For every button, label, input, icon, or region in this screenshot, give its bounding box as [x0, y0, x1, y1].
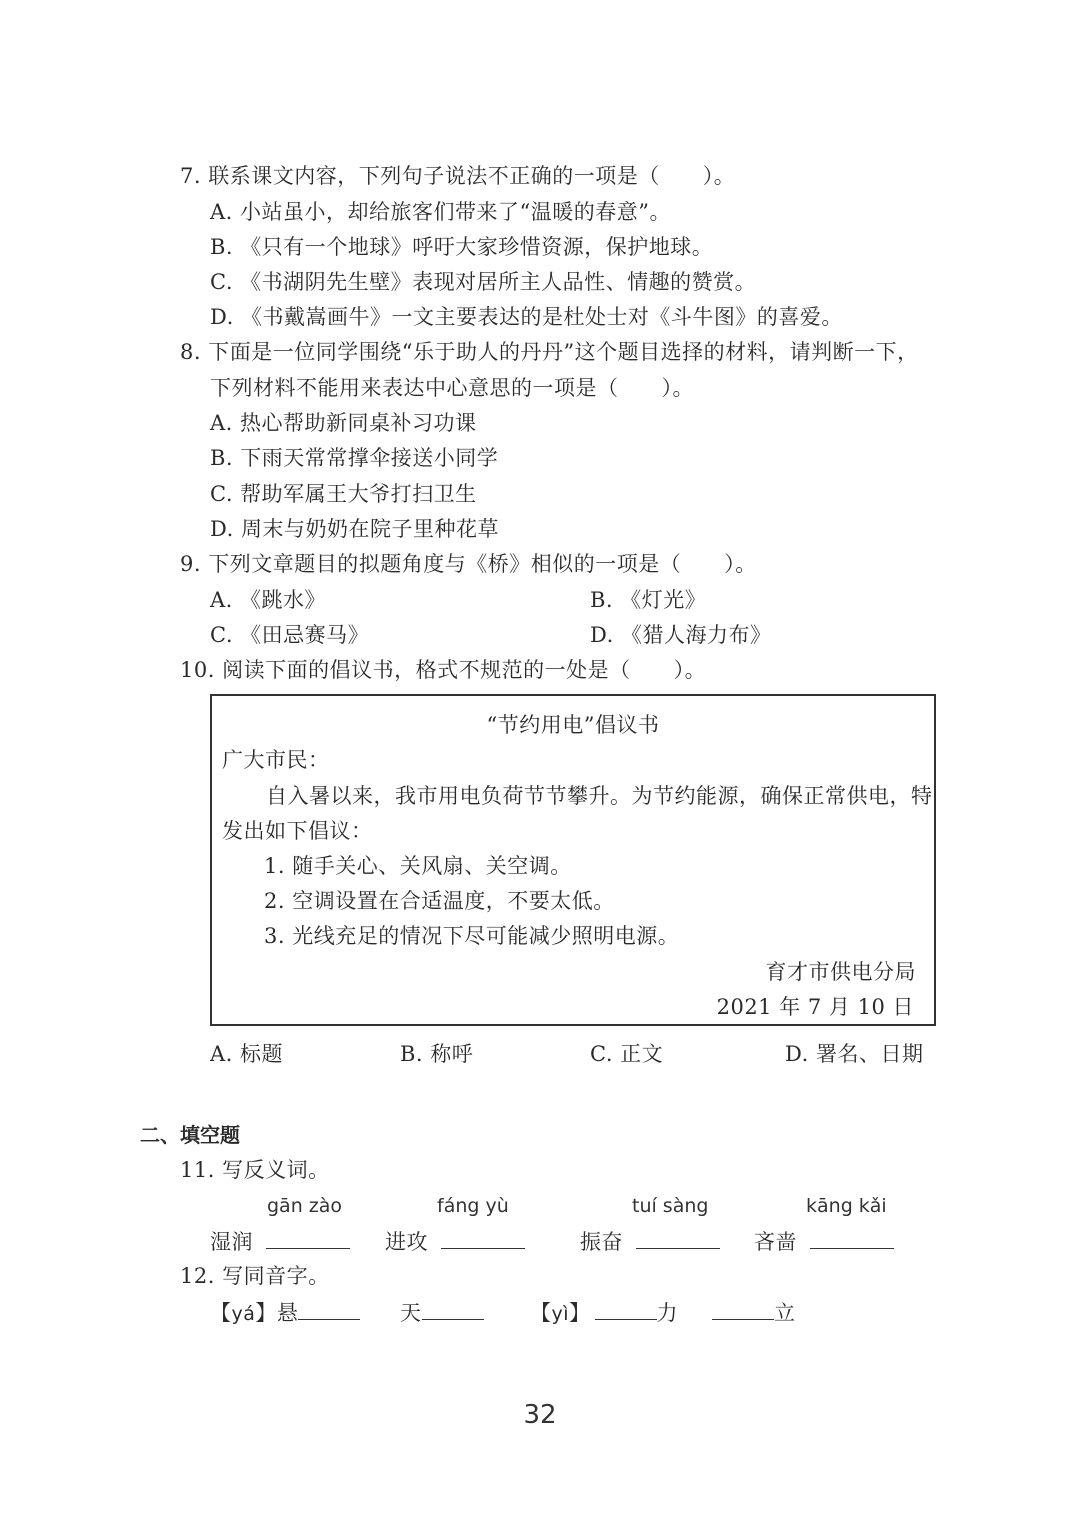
- q7-stem: 7. 联系课文内容，下列句子说法不正确的一项是（ ）。: [180, 164, 736, 188]
- letter-date: 2021 年 7 月 10 日: [716, 995, 914, 1019]
- q12-group-ya: [210, 1297, 360, 1329]
- q12-group-tian: [400, 1297, 484, 1328]
- q11-item-4: [754, 1226, 894, 1257]
- q9-option-a: A. 《跳水》: [210, 588, 327, 612]
- q10-stem: 10. 阅读下面的倡议书，格式不规范的一处是（ ）。: [180, 658, 707, 682]
- letter-signature: 育才市供电分局: [765, 960, 916, 984]
- page-number: 32: [523, 1400, 557, 1430]
- q12-char-li2: 立: [774, 1301, 796, 1325]
- q12-group-yi: [530, 1297, 678, 1329]
- q11-item-3: [580, 1226, 720, 1257]
- q11-word-3: 振奋: [580, 1230, 623, 1254]
- q11-word-4: 吝啬: [754, 1230, 797, 1254]
- letter-body-line1: 自入暑以来，我市用电负荷节节攀升。为节约能源，确保正常供电，特: [266, 784, 933, 808]
- letter-item-3: 3. 光线充足的情况下尽可能减少照明电源。: [264, 924, 680, 948]
- q8-option-b: B. 下雨天常常撑伞接送小同学: [210, 446, 499, 470]
- q10-option-a: A. 标题: [210, 1042, 284, 1066]
- q12-answer-blank-4[interactable]: [712, 1297, 774, 1320]
- letter-body-line2: 发出如下倡议：: [222, 819, 373, 843]
- q8-stem-line2: 下列材料不能用来表达中心意思的一项是（ ）。: [210, 376, 694, 400]
- q12-char-tian: 天: [400, 1301, 422, 1325]
- q10-option-b: B. 称呼: [400, 1042, 474, 1066]
- q11-item-2: [385, 1226, 525, 1257]
- q7-option-a: A. 小站虽小，却给旅客们带来了“温暖的春意”。: [210, 200, 671, 224]
- q12-bracket-close-2: 】: [569, 1301, 591, 1325]
- q12-bracket-open-1: 【: [210, 1301, 232, 1325]
- q9-stem: 9. 下列文章题目的拟题角度与《桥》相似的一项是（ ）。: [180, 552, 757, 576]
- q11-pinyin-4: kāng kǎi: [806, 1195, 887, 1217]
- proposal-letter-box: [210, 694, 936, 1026]
- q11-item-1: [210, 1226, 350, 1257]
- q12-pinyin-yi: yì: [551, 1303, 570, 1325]
- q10-option-c: C. 正文: [590, 1042, 664, 1066]
- section-title-fill-in: 二、填空题: [140, 1123, 240, 1147]
- q7-option-c: C. 《书湖阴先生壁》表现对居所主人品性、情趣的赞赏。: [210, 270, 757, 294]
- q11-stem: 11. 写反义词。: [180, 1158, 330, 1182]
- q10-option-d: D. 署名、日期: [785, 1042, 924, 1066]
- letter-item-2: 2. 空调设置在合适温度，不要太低。: [264, 889, 615, 913]
- q7-option-d: D. 《书戴嵩画牛》一文主要表达的是杜处士对《斗牛图》的喜爱。: [210, 305, 843, 329]
- q7-option-b: B. 《只有一个地球》呼吁大家珍惜资源，保护地球。: [210, 235, 714, 259]
- letter-item-1: 1. 随手关心、关风扇、关空调。: [264, 854, 572, 878]
- q11-pinyin-1: gān zào: [267, 1195, 343, 1217]
- letter-salutation: 广大市民：: [222, 748, 330, 772]
- q9-option-c: C. 《田忌赛马》: [210, 623, 370, 647]
- q12-pinyin-ya: yá: [231, 1303, 256, 1325]
- q11-answer-blank-4[interactable]: [810, 1226, 894, 1249]
- q12-answer-blank-3[interactable]: [595, 1297, 657, 1320]
- q12-bracket-open-2: 【: [530, 1301, 552, 1325]
- q8-option-a: A. 热心帮助新同桌补习功课: [210, 411, 477, 435]
- q11-word-1: 湿润: [210, 1230, 253, 1254]
- q12-answer-blank-2[interactable]: [422, 1297, 484, 1320]
- q12-char-xuan: 悬: [276, 1301, 299, 1325]
- q12-stem: 12. 写同音字。: [180, 1264, 330, 1288]
- q9-option-d: D. 《猎人海力布》: [590, 623, 772, 647]
- q12-char-li: 力: [656, 1301, 679, 1325]
- q11-answer-blank-1[interactable]: [266, 1226, 350, 1249]
- q11-answer-blank-2[interactable]: [441, 1226, 525, 1249]
- q8-option-d: D. 周末与奶奶在院子里种花草: [210, 517, 499, 541]
- q11-pinyin-3: tuí sàng: [632, 1195, 709, 1217]
- q8-option-c: C. 帮助军属王大爷打扫卫生: [210, 482, 477, 506]
- q12-bracket-close-1: 】: [255, 1301, 277, 1325]
- q9-option-b: B. 《灯光》: [590, 588, 707, 612]
- q8-stem-line1: 8. 下面是一位同学围绕“乐于助人的丹丹”这个题目选择的材料，请判断一下，: [180, 340, 919, 364]
- q11-answer-blank-3[interactable]: [636, 1226, 720, 1249]
- q12-answer-blank-1[interactable]: [298, 1297, 360, 1320]
- q12-group-li: [712, 1297, 796, 1328]
- q11-word-2: 进攻: [385, 1230, 428, 1254]
- q11-pinyin-2: fáng yù: [437, 1195, 509, 1217]
- letter-title: “节约用电”倡议书: [486, 713, 660, 737]
